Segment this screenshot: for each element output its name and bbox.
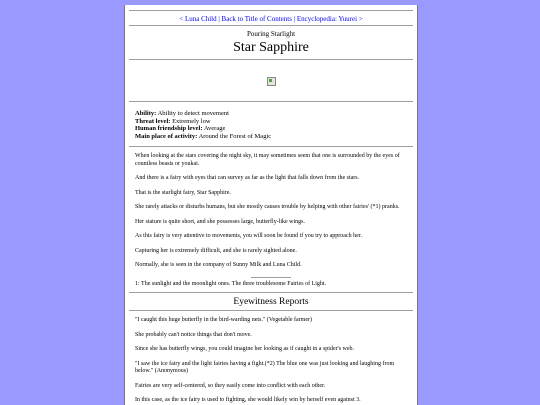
nav-close-bracket: > bbox=[358, 15, 363, 23]
info-block bbox=[125, 102, 417, 146]
paragraph: When looking at the stars covering the night sky, it may sometimes seem that one is surrounded by the eyes of countless beasts or youkai. bbox=[135, 153, 400, 167]
info-value: Around the Forest of Magic bbox=[198, 132, 272, 140]
eyewitness-report: Since she has butterfly wings, you could imagine her looking as if caught in a spider's web. bbox=[135, 346, 355, 352]
eyewitness-report: She probably can't notice things that don't move. bbox=[135, 331, 252, 338]
info-row-friendship bbox=[135, 125, 407, 133]
back-to-contents-link[interactable]: Back to Title of Contents bbox=[221, 15, 292, 23]
info-label: Ability: bbox=[135, 110, 157, 117]
info-label: Human friendship level: bbox=[135, 125, 203, 132]
footnote: 1: The sunlight and the moonlight ones. The three troublesome Fairies of Light. bbox=[135, 280, 327, 287]
info-label: Threat level: bbox=[135, 117, 171, 125]
page-title: Star Sapphire bbox=[233, 40, 309, 55]
info-value: Extremely low bbox=[172, 117, 211, 125]
info-row-threat bbox=[135, 118, 407, 126]
eyewitness-body bbox=[125, 311, 417, 405]
eyewitness-report: "I saw the ice fairy and the light fairies having a fight.(*2) The blue one was just looking and laughing from below." (Anonymous) bbox=[135, 360, 395, 374]
nav-separator: | bbox=[293, 15, 296, 23]
info-row-ability bbox=[135, 110, 407, 118]
eyewitness-heading: Eyewitness Reports bbox=[233, 297, 309, 307]
document-page bbox=[124, 5, 418, 405]
nav-open-bracket: < bbox=[179, 15, 184, 23]
paragraph: She rarely attacks or disturbs humans, but she mostly causes trouble by helping with other fairies' (*1) pranks. bbox=[135, 204, 400, 210]
eyewitness-report: "I caught this huge butterfly in the bird-warding nets." (Vegetable farmer) bbox=[135, 317, 313, 323]
broken-image-icon bbox=[267, 77, 276, 86]
paragraph: Normally, she is seen in the company of Sunny Milk and Luna Child. bbox=[135, 262, 302, 268]
navigation-bar bbox=[125, 11, 417, 25]
page-subtitle: Pouring Starlight bbox=[246, 30, 296, 38]
info-value: Ability to detect movement bbox=[157, 110, 229, 117]
prev-link[interactable]: Luna Child bbox=[184, 15, 217, 23]
info-value: Average bbox=[203, 125, 226, 132]
image-container bbox=[125, 60, 417, 101]
nav-separator: | bbox=[218, 15, 220, 23]
paragraph: Capturing her is extremely difficult, and she is rarely sighted alone. bbox=[135, 247, 297, 254]
paragraph: As this fairy is very attentive to movements, you will soon be found if you try to approach her. bbox=[135, 233, 362, 239]
footnote-divider bbox=[251, 277, 291, 278]
paragraph: And there is a fairy with eyes that can survey as far as the light that falls down from the stars. bbox=[135, 175, 360, 181]
eyewitness-report: In this case, as the ice fairy is used to fighting, she would likely win by herself even against 3. bbox=[135, 397, 361, 403]
eyewitness-report: Fairies are very self-centered, so they easily come into conflict with each other. bbox=[135, 382, 326, 389]
description-body bbox=[125, 147, 417, 270]
next-link[interactable]: Encyclopedia: Yuurei bbox=[296, 15, 358, 23]
paragraph: Her stature is quite short, and she possesses large, butterfly-like wings. bbox=[135, 218, 306, 225]
page-header bbox=[125, 26, 417, 56]
info-label: Main place of activity: bbox=[135, 132, 198, 140]
info-row-place bbox=[135, 133, 407, 141]
paragraph: That is the starlight fairy, Star Sapphire. bbox=[135, 189, 231, 196]
